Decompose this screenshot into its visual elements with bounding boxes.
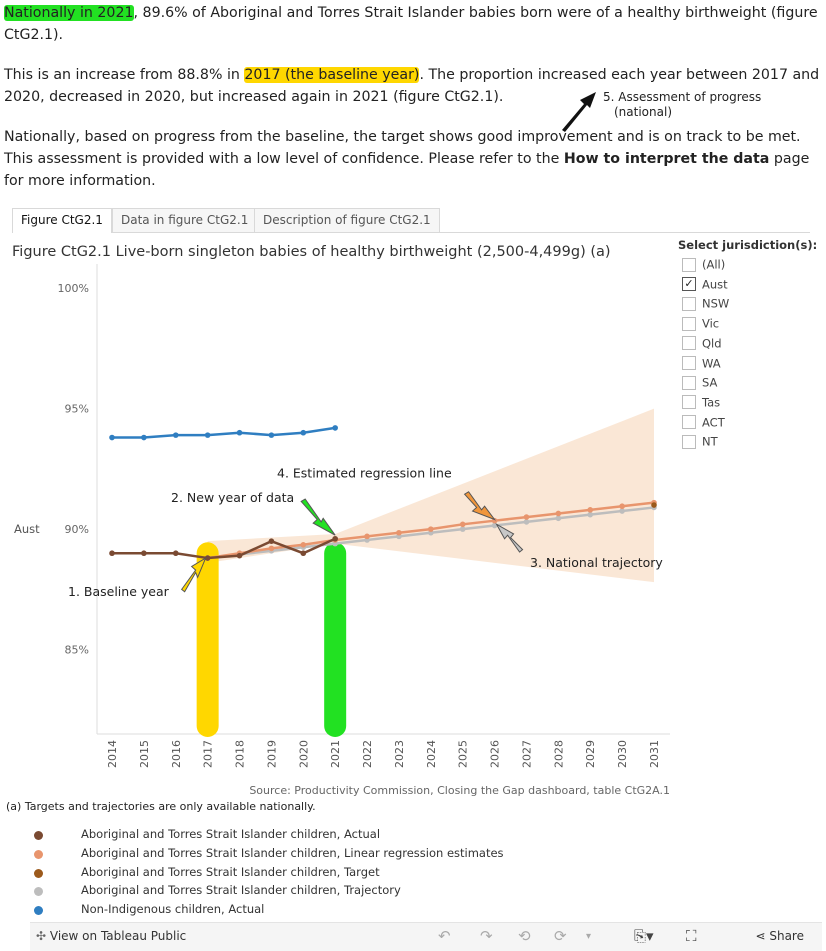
- x-tick-label: 2019: [265, 740, 279, 768]
- jurisdiction-option[interactable]: [682, 277, 728, 293]
- x-tick-label: 2016: [169, 740, 183, 768]
- redo-icon[interactable]: ↷: [480, 927, 493, 945]
- series-aboriginal-and-torres-strait-islander-children-linear-regression-estimates-point: [396, 530, 402, 536]
- jurisdiction-option[interactable]: [682, 336, 722, 352]
- series-aboriginal-and-torres-strait-islander-children-actual-point: [300, 550, 306, 556]
- x-tick-label: 2021: [329, 740, 343, 768]
- highlight-2021: Nationally in 2021: [4, 5, 134, 21]
- jurisdiction-label: Vic: [702, 316, 720, 331]
- annotation-2-label: 2. New year of data: [171, 489, 295, 505]
- series-aboriginal-and-torres-strait-islander-children-linear-regression-estimates-point: [619, 503, 625, 509]
- share-label: Share: [769, 929, 804, 943]
- x-tick-label: 2022: [361, 740, 375, 768]
- tableau-toolbar: [30, 922, 822, 951]
- download-icon[interactable]: ⎘▾: [634, 927, 654, 945]
- x-tick-label: 2026: [488, 740, 502, 768]
- revert-icon[interactable]: ⟲: [518, 927, 531, 945]
- series-aboriginal-and-torres-strait-islander-children-trajectory-point: [556, 515, 562, 521]
- annotation-5: [550, 86, 790, 136]
- series-aboriginal-and-torres-strait-islander-children-linear-regression-estimates-point: [556, 511, 562, 517]
- series-aboriginal-and-torres-strait-islander-children-linear-regression-estimates-point: [364, 534, 370, 540]
- footnote: (a) Targets and trajectories are only available nationally.: [6, 800, 316, 813]
- annotation-5-line1: 5. Assessment of progress: [603, 90, 762, 104]
- jurisdiction-option[interactable]: [682, 296, 729, 312]
- jurisdiction-checkbox[interactable]: [682, 376, 696, 390]
- jurisdiction-label: WA: [702, 356, 721, 370]
- series-aboriginal-and-torres-strait-islander-children-trajectory-point: [619, 508, 625, 514]
- legend-swatch: [34, 887, 43, 896]
- legend-label: Aboriginal and Torres Strait Islander children, Linear regression estimates: [81, 845, 504, 860]
- series-aboriginal-and-torres-strait-islander-children-actual-point: [141, 550, 147, 556]
- series-aboriginal-and-torres-strait-islander-children-actual-point: [173, 550, 179, 556]
- x-tick-label: 2029: [584, 740, 598, 768]
- annotation-2-arrow: [301, 499, 335, 535]
- series-aboriginal-and-torres-strait-islander-children-actual-point: [332, 536, 338, 542]
- jurisdiction-option[interactable]: [682, 434, 718, 450]
- tab-data[interactable]: Data in figure CtG2.1: [112, 208, 257, 232]
- paragraph-assessment-text-a: Nationally, based on progress from the baseline, the target shows good improvement and is on track to be met. This assessment is provided with a low level of confidence. Please refer to the: [4, 129, 801, 167]
- series-aboriginal-and-torres-strait-islander-children-trajectory-point: [524, 519, 530, 525]
- jurisdiction-label: NT: [702, 434, 718, 449]
- series-aboriginal-and-torres-strait-islander-children-linear-regression-estimates-point: [428, 526, 434, 532]
- annotation-3-label: 3. National trajectory: [530, 554, 663, 570]
- series-non-indigenous-children-actual-point: [300, 430, 306, 436]
- jurisdiction-checkbox[interactable]: [682, 297, 696, 311]
- jurisdiction-label: NSW: [702, 296, 730, 311]
- refresh-dropdown-icon[interactable]: ▾: [586, 931, 592, 942]
- tableau-logo-icon: ✣: [36, 929, 47, 943]
- how-to-interpret-link[interactable]: How to interpret the data: [563, 151, 770, 167]
- series-non-indigenous-children-actual-point: [141, 435, 147, 441]
- series-aboriginal-and-torres-strait-islander-children-linear-regression-estimates-point: [587, 507, 593, 513]
- series-aboriginal-and-torres-strait-islander-children-linear-regression-estimates-point: [300, 542, 306, 548]
- legend-label: Aboriginal and Torres Strait Islander children, Trajectory: [81, 883, 401, 898]
- jurisdiction-label: (All): [702, 257, 726, 272]
- jurisdiction-option[interactable]: [682, 395, 720, 411]
- jurisdiction-checkbox[interactable]: [682, 336, 696, 350]
- legend-swatch: [34, 831, 43, 840]
- view-on-tableau-label: View on Tableau Public: [49, 929, 187, 943]
- paragraph-summary: [4, 2, 820, 46]
- series-aboriginal-and-torres-strait-islander-children-trajectory-point: [587, 512, 593, 518]
- annotation-5-line2: (national): [614, 105, 672, 119]
- jurisdiction-option[interactable]: [682, 415, 725, 431]
- legend-label: Aboriginal and Torres Strait Islander children, Target: [81, 864, 380, 879]
- series-non-indigenous-children-actual-point: [269, 432, 275, 438]
- y-tick-label: 90%: [64, 523, 89, 537]
- refresh-icon[interactable]: ⟳: [554, 927, 567, 945]
- jurisdiction-option[interactable]: [682, 356, 721, 372]
- series-aboriginal-and-torres-strait-islander-children-linear-regression-estimates-point: [460, 522, 466, 528]
- jurisdiction-checkbox[interactable]: ✓: [682, 277, 696, 291]
- undo-icon[interactable]: ↶: [438, 927, 451, 945]
- annotation-1-label: 1. Baseline year: [68, 583, 169, 599]
- jurisdiction-label: SA: [702, 375, 718, 390]
- series-non-indigenous-children-actual-point: [109, 435, 115, 441]
- series-aboriginal-and-torres-strait-islander-children-linear-regression-estimates-point: [524, 514, 530, 520]
- x-tick-label: 2031: [648, 740, 661, 768]
- x-tick-label: 2024: [424, 740, 438, 768]
- paragraph-baseline-text-b: . The proportion increased each year between 2017 and 2020, decreased in 2020, but increased again in 2021 (figure CtG2.1).: [4, 67, 820, 105]
- x-tick-label: 2030: [616, 740, 630, 768]
- fullscreen-icon[interactable]: ⛶: [686, 927, 697, 945]
- source-note: Source: Productivity Commission, Closing the Gap dashboard, table CtG2A.1: [249, 784, 670, 797]
- share-button[interactable]: [755, 929, 804, 943]
- row-label: Aust: [14, 522, 40, 537]
- legend-swatch: [34, 906, 43, 915]
- highlight-baseline: 2017 (the baseline year): [244, 67, 420, 83]
- legend-label: Non-Indigenous children, Actual: [81, 902, 265, 917]
- figure-title: Figure CtG2.1 Live-born singleton babies of healthy birthweight (2,500-4,499g) (a): [12, 244, 611, 260]
- paragraph-summary-text: , 89.6% of Aboriginal and Torres Strait Islander babies born were of a healthy birthweight (figure CtG2.1).: [4, 5, 818, 43]
- jurisdiction-checkbox[interactable]: [682, 258, 696, 272]
- x-tick-label: 2014: [106, 740, 119, 768]
- jurisdiction-title: Select jurisdiction(s):: [678, 238, 818, 252]
- series-aboriginal-and-torres-strait-islander-children-linear-regression-estimates-point: [269, 546, 275, 552]
- y-tick-label: 85%: [64, 643, 89, 657]
- series-aboriginal-and-torres-strait-islander-children-trajectory-point: [492, 523, 498, 529]
- series-non-indigenous-children-actual-point: [205, 432, 211, 438]
- x-tick-label: 2018: [233, 740, 247, 768]
- tab-figure[interactable]: Figure CtG2.1: [12, 208, 112, 233]
- jurisdiction-label: Aust: [702, 277, 728, 292]
- series-aboriginal-and-torres-strait-islander-children-actual-point: [269, 538, 275, 544]
- jurisdiction-label: Tas: [702, 395, 721, 410]
- jurisdiction-option[interactable]: [682, 257, 725, 273]
- x-tick-label: 2020: [297, 740, 311, 768]
- jurisdiction-label: ACT: [702, 415, 725, 430]
- jurisdiction-option[interactable]: [682, 375, 717, 391]
- legend-label: Aboriginal and Torres Strait Islander children, Actual: [81, 827, 381, 841]
- figure-tabs: [12, 208, 810, 233]
- jurisdiction-checkbox[interactable]: [682, 356, 696, 370]
- y-tick-label: 95%: [64, 402, 89, 416]
- series-non-indigenous-children-actual-point: [237, 430, 243, 436]
- x-tick-label: 2025: [456, 740, 470, 768]
- jurisdiction-checkbox[interactable]: [682, 395, 696, 409]
- jurisdiction-label: Qld: [702, 336, 722, 351]
- y-tick-label: 100%: [57, 282, 89, 296]
- series-aboriginal-and-torres-strait-islander-children-actual-point: [237, 553, 243, 559]
- annotation-4-label: 4. Estimated regression line: [277, 465, 452, 481]
- share-icon: ⋖: [755, 929, 766, 943]
- x-tick-label: 2023: [392, 740, 406, 768]
- paragraph-baseline-text-a: This is an increase from 88.8% in: [4, 67, 245, 83]
- jurisdiction-checkbox[interactable]: [682, 317, 696, 331]
- series-non-indigenous-children-actual-point: [173, 432, 179, 438]
- view-on-tableau-button[interactable]: [36, 929, 186, 943]
- jurisdiction-option[interactable]: [682, 316, 719, 332]
- x-tick-label: 2027: [520, 740, 534, 768]
- annotation-5-arrow-icon: [562, 92, 596, 132]
- jurisdiction-checkbox[interactable]: [682, 415, 696, 429]
- series-aboriginal-and-torres-strait-islander-children-trajectory-point: [460, 526, 466, 532]
- series-aboriginal-and-torres-strait-islander-children-target-point: [651, 502, 657, 508]
- legend-swatch: [34, 869, 43, 878]
- legend-swatch: [34, 850, 43, 859]
- paragraph-assessment-text-b: page for more information.: [4, 151, 810, 189]
- series-aboriginal-and-torres-strait-islander-children-actual-point: [109, 550, 115, 556]
- line-chart: [0, 262, 676, 782]
- jurisdiction-checkbox[interactable]: [682, 435, 696, 449]
- x-tick-label: 2017: [201, 740, 215, 768]
- x-tick-label: 2015: [137, 740, 151, 768]
- tab-description[interactable]: Description of figure CtG2.1: [254, 208, 440, 232]
- x-tick-label: 2028: [552, 740, 566, 768]
- series-non-indigenous-children-actual-point: [332, 425, 338, 431]
